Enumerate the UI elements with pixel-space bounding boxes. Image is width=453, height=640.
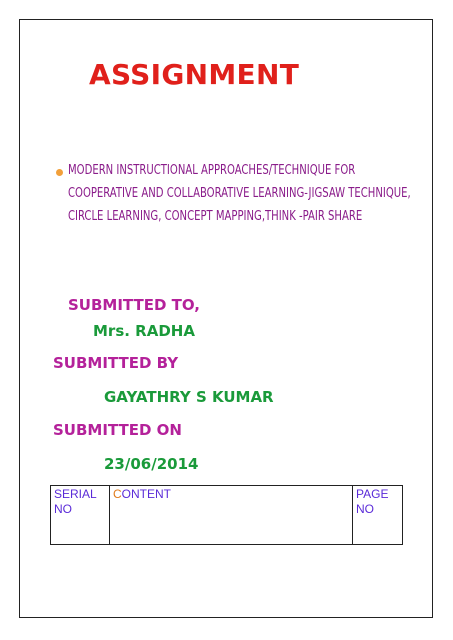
- content-header: [110, 486, 353, 545]
- submitted-on-label: SUBMITTED ON: [53, 421, 182, 439]
- content-header-rest: ONTENT: [121, 487, 172, 501]
- page-header-line2: NO: [356, 502, 374, 516]
- submitted-to-value: Mrs. RADHA: [93, 322, 195, 340]
- serial-header-line2: NO: [54, 502, 72, 516]
- content-header-initial: C: [113, 487, 122, 501]
- submitted-by-label: SUBMITTED BY: [53, 354, 179, 372]
- assignment-topic: MODERN INSTRUCTIONAL APPROACHES/TECHNIQUE FOR COOPERATIVE AND COLLABORATIVE LEARNING-JIGSAW TECHNIQUE, CIRCLE LEARNING, CONCEPT MAPPING,THINK -PAIR SHARE: [68, 163, 411, 224]
- contents-table: [50, 485, 403, 545]
- submitted-on-value: 23/06/2014: [104, 455, 199, 473]
- page-header-line1: PAGE: [356, 487, 389, 501]
- bullet-dot-icon: [56, 169, 63, 176]
- submitted-to-label: SUBMITTED TO,: [68, 296, 201, 314]
- serial-no-header: [51, 486, 110, 545]
- serial-header-line1: SERIAL: [54, 487, 97, 501]
- page-no-header: [353, 486, 403, 545]
- table-header-row: [51, 486, 403, 545]
- submitted-by-value: GAYATHRY S KUMAR: [104, 388, 274, 406]
- assignment-title: ASSIGNMENT: [89, 58, 300, 91]
